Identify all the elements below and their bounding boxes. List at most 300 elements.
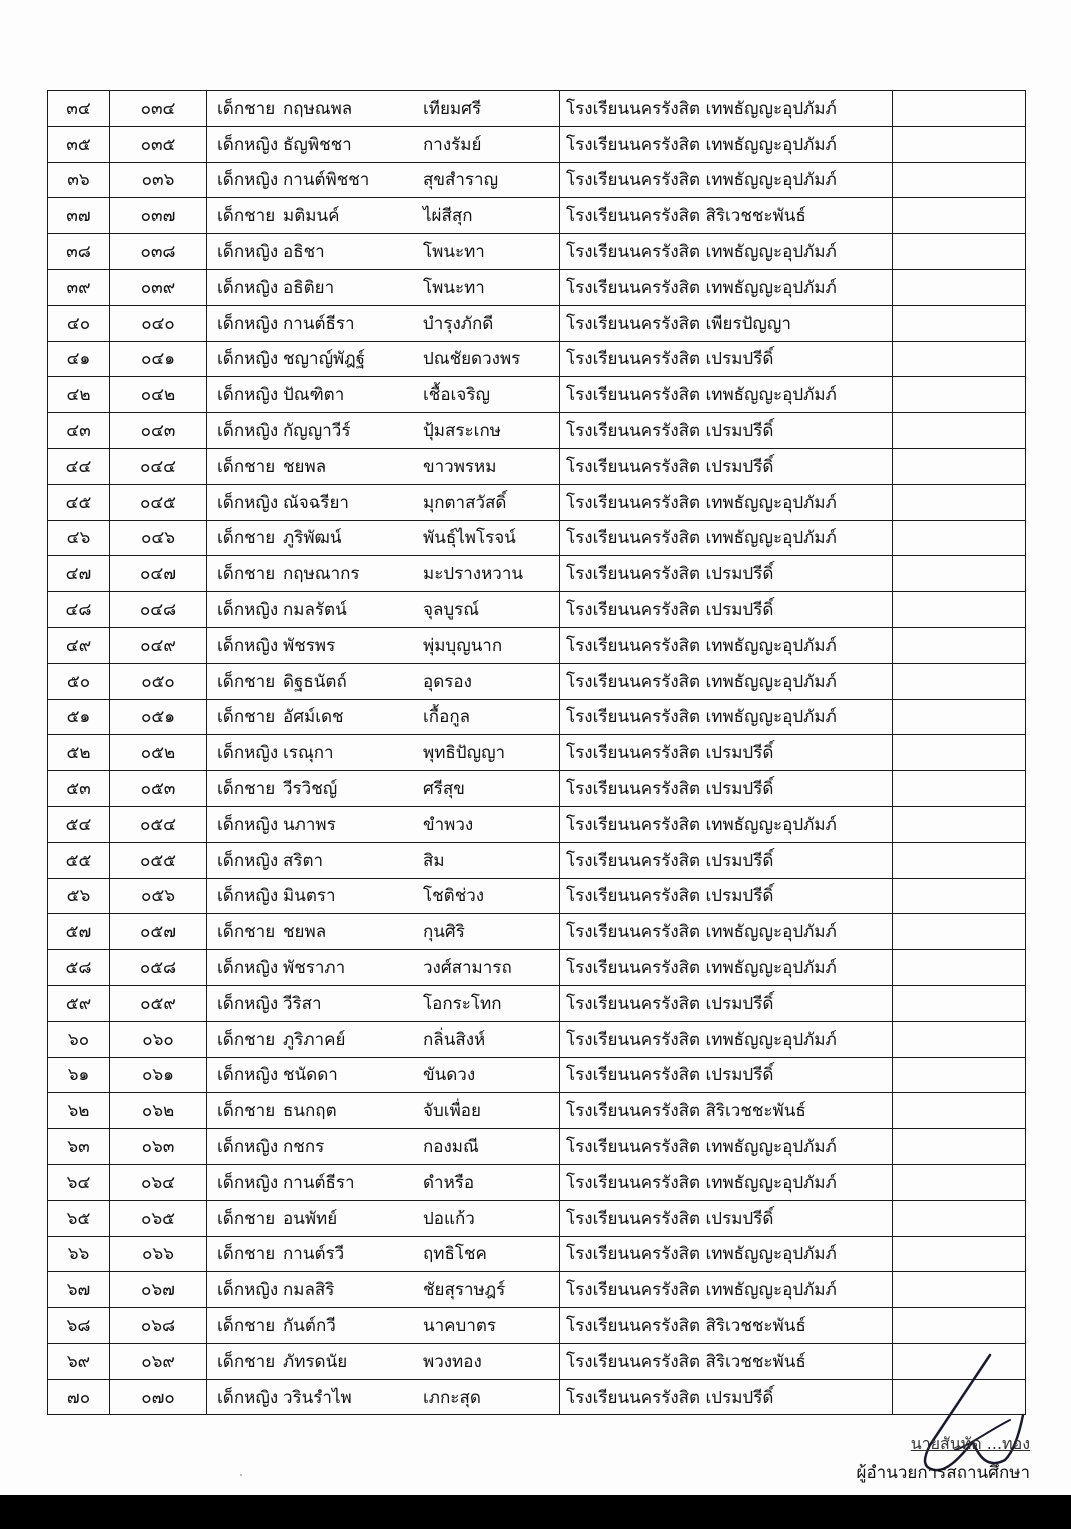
roster-body <box>48 91 1026 1415</box>
table-row <box>48 269 1026 305</box>
last-name: ศรีสุข <box>423 779 465 800</box>
name-prefix: เด็กหญิง <box>217 349 279 370</box>
table-row <box>48 1021 1026 1057</box>
first-name: อัศม์เดช <box>283 707 344 728</box>
note-cell <box>893 162 1026 198</box>
student-name-cell <box>207 592 560 628</box>
first-name: กมลสิริ <box>283 1280 335 1301</box>
last-name: จุลบูรณ์ <box>423 600 480 621</box>
name-prefix: เด็กหญิง <box>217 1172 279 1193</box>
last-name: ดำหรือ <box>423 1172 475 1193</box>
last-name: กุนศิริ <box>423 922 465 943</box>
table-row <box>48 1272 1026 1308</box>
first-name: วีริสา <box>283 993 322 1014</box>
student-id: ๐๖๙ <box>110 1343 207 1379</box>
last-name: มะปรางหวาน <box>423 564 524 585</box>
last-name: เชื้อเจริญ <box>423 385 490 406</box>
school-name: โรงเรียนนครรังสิต เปรมปรีดิ์ <box>560 556 893 592</box>
note-cell <box>893 592 1026 628</box>
student-name-cell <box>207 126 560 162</box>
student-name-cell <box>207 1129 560 1165</box>
first-name: อธิติยา <box>283 277 335 298</box>
first-name: ภูริพัฒน์ <box>283 528 342 549</box>
student-name-cell <box>207 771 560 807</box>
last-name: ไผ่สีสุก <box>423 206 473 227</box>
note-cell <box>893 448 1026 484</box>
school-name: โรงเรียนนครรังสิต เทพธัญญะอุปภัมภ์ <box>560 806 893 842</box>
last-name: เภกะสุด <box>423 1387 481 1408</box>
first-name: ปัณฑิตา <box>283 385 345 406</box>
name-prefix: เด็กหญิง <box>217 421 279 442</box>
student-id: ๐๕๒ <box>110 735 207 771</box>
row-number: ๖๔ <box>48 1164 110 1200</box>
student-name-cell <box>207 484 560 520</box>
school-name: โรงเรียนนครรังสิต สิริเวชชะพันธ์ <box>560 1308 893 1344</box>
first-name: เรณุกา <box>283 743 334 764</box>
last-name: มุกตาสวัสดิ์ <box>423 492 507 513</box>
student-id: ๐๓๔ <box>110 91 207 127</box>
note-cell <box>893 914 1026 950</box>
first-name: ชยพล <box>283 922 327 943</box>
bottom-black-bar <box>0 1495 1071 1529</box>
name-prefix: เด็กหญิง <box>217 635 279 656</box>
table-row <box>48 592 1026 628</box>
student-id: ๐๕๙ <box>110 985 207 1021</box>
row-number: ๕๖ <box>48 878 110 914</box>
note-cell <box>893 413 1026 449</box>
note-cell <box>893 950 1026 986</box>
note-cell <box>893 1236 1026 1272</box>
note-cell <box>893 269 1026 305</box>
student-id: ๐๕๓ <box>110 771 207 807</box>
table-row <box>48 914 1026 950</box>
row-number: ๔๓ <box>48 413 110 449</box>
note-cell <box>893 1057 1026 1093</box>
first-name: วีรวิชญ์ <box>283 779 338 800</box>
student-id: ๐๔๕ <box>110 484 207 520</box>
student-name-cell <box>207 1379 560 1415</box>
row-number: ๔๙ <box>48 627 110 663</box>
student-id: ๐๕๕ <box>110 842 207 878</box>
school-name: โรงเรียนนครรังสิต เทพธัญญะอุปภัมภ์ <box>560 234 893 270</box>
last-name: พุทธิปัญญา <box>423 743 506 764</box>
student-id: ๐๓๗ <box>110 198 207 234</box>
row-number: ๓๘ <box>48 234 110 270</box>
school-name: โรงเรียนนครรังสิต เปรมปรีดิ์ <box>560 1379 893 1415</box>
school-name: โรงเรียนนครรังสิต เทพธัญญะอุปภัมภ์ <box>560 377 893 413</box>
name-prefix: เด็กชาย <box>217 779 276 800</box>
school-name: โรงเรียนนครรังสิต สิริเวชชะพันธ์ <box>560 198 893 234</box>
row-number: ๔๕ <box>48 484 110 520</box>
student-name-cell <box>207 1308 560 1344</box>
school-name: โรงเรียนนครรังสิต เทพธัญญะอุปภัมภ์ <box>560 1272 893 1308</box>
student-name-cell <box>207 1272 560 1308</box>
last-name: ฤทธิโชค <box>423 1244 487 1265</box>
school-name: โรงเรียนนครรังสิต เทพธัญญะอุปภัมภ์ <box>560 627 893 663</box>
name-prefix: เด็กหญิง <box>217 1280 279 1301</box>
first-name: กัญญาวีร์ <box>283 421 351 442</box>
table-row <box>48 1057 1026 1093</box>
note-cell <box>893 771 1026 807</box>
row-number: ๔๒ <box>48 377 110 413</box>
last-name: โอกระโทก <box>423 993 502 1014</box>
name-prefix: เด็กหญิง <box>217 242 279 263</box>
table-row <box>48 950 1026 986</box>
student-name-cell <box>207 91 560 127</box>
student-name-cell <box>207 377 560 413</box>
name-prefix: เด็กชาย <box>217 1208 276 1229</box>
student-name-cell <box>207 627 560 663</box>
first-name: ธนกฤต <box>283 1101 337 1122</box>
table-row <box>48 520 1026 556</box>
school-name: โรงเรียนนครรังสิต เปรมปรีดิ์ <box>560 341 893 377</box>
student-id: ๐๔๓ <box>110 413 207 449</box>
last-name: พุ่มบุญนาก <box>423 635 503 656</box>
row-number: ๓๗ <box>48 198 110 234</box>
table-row <box>48 663 1026 699</box>
student-id: ๐๔๔ <box>110 448 207 484</box>
student-name-cell <box>207 448 560 484</box>
first-name: กานต์รวี <box>283 1244 345 1265</box>
student-name-cell <box>207 699 560 735</box>
table-row <box>48 162 1026 198</box>
last-name: สุขสำราญ <box>423 170 499 191</box>
first-name: กานต์ธีรา <box>283 1172 355 1193</box>
school-name: โรงเรียนนครรังสิต เปรมปรีดิ์ <box>560 842 893 878</box>
first-name: ภูริภาคย์ <box>283 1029 346 1050</box>
note-cell <box>893 198 1026 234</box>
student-id: ๐๔๐ <box>110 305 207 341</box>
last-name: ชัยสุราษฎร์ <box>423 1280 506 1301</box>
first-name: ชยพล <box>283 456 327 477</box>
table-row <box>48 1343 1026 1379</box>
school-name: โรงเรียนนครรังสิต สิริเวชชะพันธ์ <box>560 1343 893 1379</box>
name-prefix: เด็กหญิง <box>217 313 279 334</box>
row-number: ๕๙ <box>48 985 110 1021</box>
name-prefix: เด็กชาย <box>217 528 276 549</box>
first-name: นภาพร <box>283 814 336 835</box>
student-name-cell <box>207 1200 560 1236</box>
school-name: โรงเรียนนครรังสิต เทพธัญญะอุปภัมภ์ <box>560 484 893 520</box>
first-name: กฤษณากร <box>283 564 360 585</box>
last-name: อุดรอง <box>423 671 472 692</box>
note-cell <box>893 1129 1026 1165</box>
first-name: ธัญพิชชา <box>283 134 352 155</box>
row-number: ๕๕ <box>48 842 110 878</box>
row-number: ๓๕ <box>48 126 110 162</box>
first-name: สริตา <box>283 850 324 871</box>
table-row <box>48 699 1026 735</box>
name-prefix: เด็กชาย <box>217 671 276 692</box>
first-name: กมลรัตน์ <box>283 600 347 621</box>
school-name: โรงเรียนนครรังสิต เทพธัญญะอุปภัมภ์ <box>560 162 893 198</box>
row-number: ๔๑ <box>48 341 110 377</box>
name-prefix: เด็กหญิง <box>217 958 279 979</box>
student-name-cell <box>207 914 560 950</box>
table-row <box>48 305 1026 341</box>
name-prefix: เด็กหญิง <box>217 170 279 191</box>
school-name: โรงเรียนนครรังสิต เทพธัญญะอุปภัมภ์ <box>560 663 893 699</box>
row-number: ๓๖ <box>48 162 110 198</box>
table-row <box>48 234 1026 270</box>
row-number: ๔๘ <box>48 592 110 628</box>
signatory-name: นายสันทัด ...ทอง <box>910 1434 1030 1453</box>
table-row <box>48 627 1026 663</box>
note-cell <box>893 91 1026 127</box>
first-name: ชนัดดา <box>283 1065 338 1086</box>
last-name: นาคบาตร <box>423 1315 497 1336</box>
name-prefix: เด็กหญิง <box>217 1065 279 1086</box>
first-name: กานต์พิชชา <box>283 170 370 191</box>
note-cell <box>893 377 1026 413</box>
table-row <box>48 806 1026 842</box>
table-row <box>48 448 1026 484</box>
last-name: โพนะทา <box>423 242 485 263</box>
name-prefix: เด็กชาย <box>217 456 276 477</box>
last-name: พวงทอง <box>423 1351 482 1372</box>
note-cell <box>893 627 1026 663</box>
last-name: ปณชัยดวงพร <box>423 349 521 370</box>
table-row <box>48 878 1026 914</box>
student-name-cell <box>207 341 560 377</box>
table-row <box>48 377 1026 413</box>
school-name: โรงเรียนนครรังสิต เทพธัญญะอุปภัมภ์ <box>560 1021 893 1057</box>
first-name: อธิชา <box>283 242 325 263</box>
last-name: จับเพื่อย <box>423 1101 481 1122</box>
student-id: ๐๖๕ <box>110 1200 207 1236</box>
first-name: ภัทรดนัย <box>283 1351 348 1372</box>
note-cell <box>893 985 1026 1021</box>
school-name: โรงเรียนนครรังสิต เปรมปรีดิ์ <box>560 448 893 484</box>
note-cell <box>893 1200 1026 1236</box>
last-name: ขำพวง <box>423 814 474 835</box>
name-prefix: เด็กชาย <box>217 564 276 585</box>
note-cell <box>893 126 1026 162</box>
table-row <box>48 1093 1026 1129</box>
name-prefix: เด็กหญิง <box>217 850 279 871</box>
last-name: โพนะทา <box>423 277 485 298</box>
table-row <box>48 484 1026 520</box>
student-id: ๐๖๒ <box>110 1093 207 1129</box>
row-number: ๕๐ <box>48 663 110 699</box>
note-cell <box>893 1308 1026 1344</box>
name-prefix: เด็กชาย <box>217 1101 276 1122</box>
student-id: ๐๖๖ <box>110 1236 207 1272</box>
student-id: ๐๖๘ <box>110 1308 207 1344</box>
student-id: ๐๖๓ <box>110 1129 207 1165</box>
note-cell <box>893 1164 1026 1200</box>
first-name: ดิฐธนัตถ์ <box>283 671 347 692</box>
school-name: โรงเรียนนครรังสิต เทพธัญญะอุปภัมภ์ <box>560 699 893 735</box>
last-name: วงศ์สามารถ <box>423 958 512 979</box>
row-number: ๕๓ <box>48 771 110 807</box>
first-name: ชญาญ์พัฎฐ์ <box>283 349 366 370</box>
student-id: ๐๗๐ <box>110 1379 207 1415</box>
student-name-cell <box>207 234 560 270</box>
student-name-cell <box>207 520 560 556</box>
student-id: ๐๕๑ <box>110 699 207 735</box>
student-id: ๐๓๕ <box>110 126 207 162</box>
note-cell <box>893 1021 1026 1057</box>
row-number: ๗๐ <box>48 1379 110 1415</box>
table-row <box>48 842 1026 878</box>
student-name-cell <box>207 162 560 198</box>
last-name: กลิ่นสิงห์ <box>423 1029 486 1050</box>
student-id: ๐๔๗ <box>110 556 207 592</box>
student-name-cell <box>207 198 560 234</box>
row-number: ๕๑ <box>48 699 110 735</box>
name-prefix: เด็กชาย <box>217 922 276 943</box>
student-name-cell <box>207 1093 560 1129</box>
student-name-cell <box>207 305 560 341</box>
student-name-cell <box>207 663 560 699</box>
row-number: ๕๗ <box>48 914 110 950</box>
last-name: ปอแก้ว <box>423 1208 475 1229</box>
name-prefix: เด็กชาย <box>217 707 276 728</box>
name-prefix: เด็กหญิง <box>217 492 279 513</box>
row-number: ๖๘ <box>48 1308 110 1344</box>
school-name: โรงเรียนนครรังสิต เทพธัญญะอุปภัมภ์ <box>560 91 893 127</box>
name-prefix: เด็กชาย <box>217 1029 276 1050</box>
first-name: มติมนค์ <box>283 206 340 227</box>
student-id: ๐๔๒ <box>110 377 207 413</box>
last-name: ขันดวง <box>423 1065 476 1086</box>
student-name-cell <box>207 1164 560 1200</box>
note-cell <box>893 1093 1026 1129</box>
name-prefix: เด็กหญิง <box>217 814 279 835</box>
table-row <box>48 1379 1026 1415</box>
table-row <box>48 556 1026 592</box>
note-cell <box>893 556 1026 592</box>
school-name: โรงเรียนนครรังสิต เทพธัญญะอุปภัมภ์ <box>560 126 893 162</box>
student-name-cell <box>207 413 560 449</box>
student-name-cell <box>207 842 560 878</box>
first-name: กชกร <box>283 1137 325 1157</box>
table-row <box>48 1308 1026 1344</box>
table-row <box>48 341 1026 377</box>
last-name: เกื้อกูล <box>423 707 471 728</box>
row-number: ๖๕ <box>48 1200 110 1236</box>
note-cell <box>893 1272 1026 1308</box>
last-name: กางรัมย์ <box>423 134 482 155</box>
student-id: ๐๖๐ <box>110 1021 207 1057</box>
student-id: ๐๖๗ <box>110 1272 207 1308</box>
name-prefix: เด็กหญิง <box>217 134 279 155</box>
scan-speck <box>240 1474 242 1476</box>
row-number: ๕๒ <box>48 735 110 771</box>
table-row <box>48 413 1026 449</box>
student-id: ๐๕๗ <box>110 914 207 950</box>
student-id: ๐๕๘ <box>110 950 207 986</box>
first-name: พัชรพร <box>283 635 336 656</box>
row-number: ๖๙ <box>48 1343 110 1379</box>
student-id: ๐๕๖ <box>110 878 207 914</box>
name-prefix: เด็กหญิง <box>217 743 279 764</box>
student-name-cell <box>207 556 560 592</box>
student-name-cell <box>207 1021 560 1057</box>
signatory-title: ผู้อำนวยการสถานศึกษา <box>856 1463 1030 1483</box>
signature-block <box>830 1432 1030 1486</box>
last-name: กองมณี <box>423 1137 479 1157</box>
student-name-cell <box>207 878 560 914</box>
note-cell <box>893 842 1026 878</box>
student-id: ๐๕๔ <box>110 806 207 842</box>
table-row <box>48 1164 1026 1200</box>
school-name: โรงเรียนนครรังสิต เปรมปรีดิ์ <box>560 735 893 771</box>
name-prefix: เด็กหญิง <box>217 993 279 1014</box>
student-id: ๐๔๑ <box>110 341 207 377</box>
table-row <box>48 771 1026 807</box>
first-name: กันต์กวี <box>283 1315 336 1336</box>
last-name: ปุ้มสระเกษ <box>423 421 501 442</box>
note-cell <box>893 699 1026 735</box>
note-cell <box>893 878 1026 914</box>
table-row <box>48 985 1026 1021</box>
student-id: ๐๓๘ <box>110 234 207 270</box>
name-prefix: เด็กชาย <box>217 98 276 119</box>
table-row <box>48 1200 1026 1236</box>
row-number: ๕๘ <box>48 950 110 986</box>
school-name: โรงเรียนนครรังสิต เทพธัญญะอุปภัมภ์ <box>560 1129 893 1165</box>
school-name: โรงเรียนนครรังสิต เปรมปรีดิ์ <box>560 592 893 628</box>
student-id: ๐๖๔ <box>110 1164 207 1200</box>
table-row <box>48 198 1026 234</box>
first-name: อนพัทย์ <box>283 1208 338 1229</box>
student-name-cell <box>207 735 560 771</box>
school-name: โรงเรียนนครรังสิต เทพธัญญะอุปภัมภ์ <box>560 269 893 305</box>
row-number: ๖๓ <box>48 1129 110 1165</box>
name-prefix: เด็กชาย <box>217 1351 276 1372</box>
student-id: ๐๔๖ <box>110 520 207 556</box>
first-name: กานต์ธีรา <box>283 313 355 334</box>
school-name: โรงเรียนนครรังสิต เปรมปรีดิ์ <box>560 1057 893 1093</box>
student-id: ๐๓๙ <box>110 269 207 305</box>
note-cell <box>893 341 1026 377</box>
name-prefix: เด็กหญิง <box>217 1137 279 1157</box>
last-name: เทียมศรี <box>423 98 482 119</box>
row-number: ๕๔ <box>48 806 110 842</box>
last-name: บำรุงภักดี <box>423 313 494 334</box>
row-number: ๖๗ <box>48 1272 110 1308</box>
row-number: ๖๖ <box>48 1236 110 1272</box>
name-prefix: เด็กหญิง <box>217 1387 279 1408</box>
school-name: โรงเรียนนครรังสิต เปรมปรีดิ์ <box>560 985 893 1021</box>
student-id: ๐๓๖ <box>110 162 207 198</box>
last-name: พันธุ์ไพโรจน์ <box>423 528 516 549</box>
row-number: ๔๐ <box>48 305 110 341</box>
row-number: ๖๑ <box>48 1057 110 1093</box>
table-row <box>48 91 1026 127</box>
student-roster-table <box>47 90 1026 1415</box>
name-prefix: เด็กหญิง <box>217 600 279 621</box>
row-number: ๖๒ <box>48 1093 110 1129</box>
student-name-cell <box>207 1343 560 1379</box>
note-cell <box>893 735 1026 771</box>
note-cell <box>893 234 1026 270</box>
note-cell <box>893 520 1026 556</box>
student-name-cell <box>207 950 560 986</box>
row-number: ๓๔ <box>48 91 110 127</box>
school-name: โรงเรียนนครรังสิต เปรมปรีดิ์ <box>560 1200 893 1236</box>
table-row <box>48 735 1026 771</box>
first-name: วรินรำไพ <box>283 1387 352 1408</box>
first-name: ณัจฉรียา <box>283 492 349 513</box>
last-name: สิม <box>423 850 445 871</box>
last-name: โชติช่วง <box>423 886 485 907</box>
student-id: ๐๖๑ <box>110 1057 207 1093</box>
row-number: ๖๐ <box>48 1021 110 1057</box>
student-name-cell <box>207 806 560 842</box>
